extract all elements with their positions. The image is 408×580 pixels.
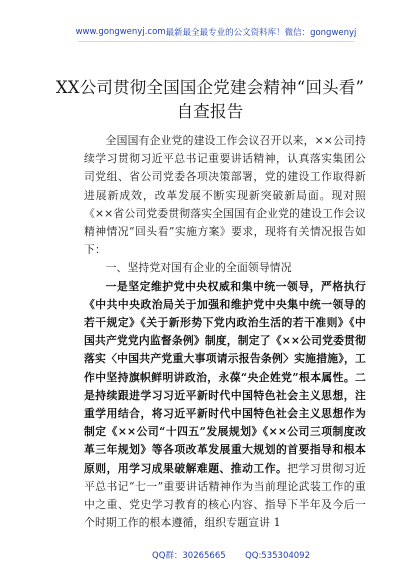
footer-contact	[152, 549, 372, 561]
header-wechat: 微信：gongwenyj	[284, 28, 357, 38]
title-line-1: XX公司贯彻全国国企党建会精神“回头看”	[55, 78, 365, 97]
document-title	[50, 76, 370, 124]
point-1-tail-text: 把学习贯彻习近平总书记“七一”重要讲话精神作为当前理论武装工作的重中之重、党史学习教育的核心内容、指导下半年及今后一个时期工作的根本遵循，组织专题宣讲 1	[84, 461, 366, 530]
header-divider	[78, 41, 354, 42]
section-heading-1: 一、坚持党对国有企业的全面领导情况	[105, 261, 292, 275]
footer-qq-group: QQ群：30265665	[152, 551, 226, 561]
header-slogan: 最新最全最专业的公文资料库！	[165, 28, 285, 38]
point-1-bold-text: 一是坚定维护党中央权威和集中统一领导，严格执行《中共中央政治局关于加强和维护党中央集中统一领导的若干规定》《关于新形势下党内政治生活的若干准则》《中国共产党党内监督条例》制度，制定了《××公司党委贯彻落实〈中国共产党重大事项请示报告条例〉实施措施》，工作中坚持旗帜鲜明讲政治，永葆“央企姓党”根本属性。二是持续跟进学习习近平新时代中国特色社会主义思想，注重学用结合，将习近平新时代中国特色社会主义思想作为制定《××公司“十四五”发展规划》《××公司三项制度改革三年规划》等各项改革发展重大规划的首要指导和根本原则，用学习成果破解难题、推动工作。	[84, 279, 366, 475]
header-watermark	[75, 26, 357, 38]
header-url[interactable]: www.gongwenyj.com	[75, 27, 166, 37]
point-paragraph-1	[84, 278, 366, 533]
footer-qq-number: QQ:535304092	[245, 551, 310, 561]
title-line-2: 自查报告	[176, 102, 244, 121]
document-body	[84, 132, 366, 532]
intro-paragraph: 全国国有企业党的建设工作会议召开以来，××公司持续学习贯彻习近平总书记重要讲话精神，认真落实集团公司党组、省公司党委各项决策部署，党的建设工作取得新进展新成效，改革发展不断实现新突破新局面。现对照《××省公司党委贯彻落实全国国有企业党的建设工作会议精神情况“回头看”实施方案》要求，现将有关情况报告如下：	[84, 134, 366, 257]
